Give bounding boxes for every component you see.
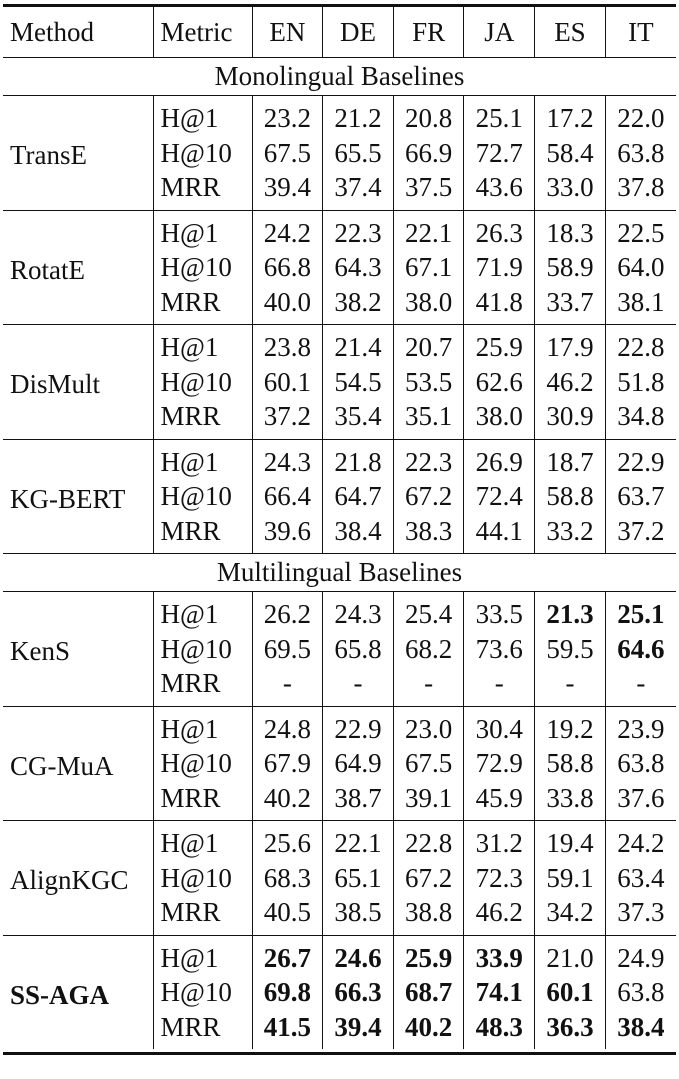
value-ja: 33.9: [464, 935, 535, 975]
value-fr: 38.8: [393, 895, 464, 935]
value-fr: 67.2: [393, 861, 464, 896]
value-it: 37.6: [605, 781, 676, 821]
value-ja: 45.9: [464, 781, 535, 821]
metric-name: H@10: [153, 975, 252, 1010]
value-it: 63.8: [605, 746, 676, 781]
value-fr: 20.8: [393, 96, 464, 136]
metric-name: H@10: [153, 250, 252, 285]
section-header-row: [3, 58, 676, 96]
value-ja: 72.7: [464, 136, 535, 171]
value-en: 23.2: [252, 96, 323, 136]
value-de: 38.7: [323, 781, 394, 821]
value-ja: 31.2: [464, 821, 535, 861]
metric-name: H@10: [153, 632, 252, 667]
value-fr: 67.1: [393, 250, 464, 285]
method-name: CG-MuA: [3, 706, 153, 821]
section-header-row: [3, 554, 676, 592]
table-row: [3, 592, 676, 632]
value-en: 60.1: [252, 365, 323, 400]
value-en: 40.0: [252, 285, 323, 325]
method-name: AlignKGC: [3, 821, 153, 936]
bottom-rule: [3, 1052, 676, 1055]
value-ja: 74.1: [464, 975, 535, 1010]
value-it: 64.0: [605, 250, 676, 285]
metric-name: H@10: [153, 746, 252, 781]
value-de: 65.8: [323, 632, 394, 667]
value-en: 24.3: [252, 439, 323, 479]
metric-name: MRR: [153, 170, 252, 210]
value-en: 26.7: [252, 935, 323, 975]
value-fr: 68.2: [393, 632, 464, 667]
value-ja: 48.3: [464, 1010, 535, 1050]
value-de: 38.4: [323, 514, 394, 554]
method-name: DisMult: [3, 325, 153, 440]
value-ja: 30.4: [464, 706, 535, 746]
metric-name: H@10: [153, 479, 252, 514]
value-de: 21.8: [323, 439, 394, 479]
value-de: -: [323, 666, 394, 706]
value-ja: 72.3: [464, 861, 535, 896]
value-fr: 25.9: [393, 935, 464, 975]
value-en: 39.6: [252, 514, 323, 554]
value-en: 66.8: [252, 250, 323, 285]
header-en: EN: [252, 7, 323, 58]
method-name: SS-AGA: [3, 935, 153, 1049]
value-es: -: [535, 666, 606, 706]
value-de: 38.5: [323, 895, 394, 935]
value-it: 63.8: [605, 136, 676, 171]
value-it: 22.8: [605, 325, 676, 365]
metric-name: H@1: [153, 96, 252, 136]
value-en: 39.4: [252, 170, 323, 210]
header-fr: FR: [393, 7, 464, 58]
value-ja: 44.1: [464, 514, 535, 554]
value-en: 26.2: [252, 592, 323, 632]
value-en: 66.4: [252, 479, 323, 514]
method-name: TransE: [3, 96, 153, 211]
value-ja: 26.3: [464, 210, 535, 250]
value-es: 34.2: [535, 895, 606, 935]
value-de: 35.4: [323, 399, 394, 439]
metric-name: H@10: [153, 136, 252, 171]
value-fr: 35.1: [393, 399, 464, 439]
value-ja: 25.1: [464, 96, 535, 136]
value-ja: 38.0: [464, 399, 535, 439]
value-fr: 25.4: [393, 592, 464, 632]
value-ja: 72.4: [464, 479, 535, 514]
value-ja: 73.6: [464, 632, 535, 667]
value-de: 24.3: [323, 592, 394, 632]
metric-name: MRR: [153, 666, 252, 706]
value-de: 22.3: [323, 210, 394, 250]
value-it: -: [605, 666, 676, 706]
header-method: Method: [10, 17, 94, 47]
value-ja: 26.9: [464, 439, 535, 479]
value-de: 66.3: [323, 975, 394, 1010]
metric-name: H@1: [153, 439, 252, 479]
value-en: 68.3: [252, 861, 323, 896]
value-fr: 39.1: [393, 781, 464, 821]
value-en: 69.8: [252, 975, 323, 1010]
value-it: 63.7: [605, 479, 676, 514]
value-it: 24.9: [605, 935, 676, 975]
results-table-container: [3, 4, 676, 1055]
method-name: KG-BERT: [3, 439, 153, 554]
metric-name: MRR: [153, 399, 252, 439]
value-it: 22.5: [605, 210, 676, 250]
metric-name: H@1: [153, 821, 252, 861]
value-de: 21.2: [323, 96, 394, 136]
value-de: 22.9: [323, 706, 394, 746]
method-name: RotatE: [3, 210, 153, 325]
value-de: 21.4: [323, 325, 394, 365]
value-es: 60.1: [535, 975, 606, 1010]
value-fr: 38.0: [393, 285, 464, 325]
value-ja: 33.5: [464, 592, 535, 632]
value-en: 69.5: [252, 632, 323, 667]
value-en: 40.5: [252, 895, 323, 935]
value-it: 37.3: [605, 895, 676, 935]
value-it: 23.9: [605, 706, 676, 746]
value-ja: 71.9: [464, 250, 535, 285]
value-de: 24.6: [323, 935, 394, 975]
metric-name: MRR: [153, 285, 252, 325]
value-en: 24.8: [252, 706, 323, 746]
value-es: 33.7: [535, 285, 606, 325]
metric-name: H@1: [153, 935, 252, 975]
table-row: [3, 210, 676, 250]
value-de: 22.1: [323, 821, 394, 861]
value-it: 64.6: [605, 632, 676, 667]
value-en: 40.2: [252, 781, 323, 821]
value-es: 58.8: [535, 746, 606, 781]
table-row: [3, 821, 676, 861]
value-es: 59.5: [535, 632, 606, 667]
value-it: 25.1: [605, 592, 676, 632]
results-table: [3, 7, 676, 1049]
value-it: 22.9: [605, 439, 676, 479]
value-de: 38.2: [323, 285, 394, 325]
value-es: 17.9: [535, 325, 606, 365]
value-es: 58.4: [535, 136, 606, 171]
value-ja: 62.6: [464, 365, 535, 400]
value-es: 59.1: [535, 861, 606, 896]
value-fr: 23.0: [393, 706, 464, 746]
value-ja: 25.9: [464, 325, 535, 365]
table-row: [3, 325, 676, 365]
value-de: 65.1: [323, 861, 394, 896]
value-it: 51.8: [605, 365, 676, 400]
metric-name: H@1: [153, 706, 252, 746]
value-es: 36.3: [535, 1010, 606, 1050]
value-es: 19.2: [535, 706, 606, 746]
metric-name: MRR: [153, 514, 252, 554]
value-fr: 37.5: [393, 170, 464, 210]
value-en: 24.2: [252, 210, 323, 250]
value-ja: 43.6: [464, 170, 535, 210]
metric-name: H@1: [153, 210, 252, 250]
value-es: 33.8: [535, 781, 606, 821]
value-es: 17.2: [535, 96, 606, 136]
value-it: 22.0: [605, 96, 676, 136]
section-title: Multilingual Baselines: [3, 554, 676, 592]
value-fr: 20.7: [393, 325, 464, 365]
value-es: 18.3: [535, 210, 606, 250]
metric-name: H@10: [153, 365, 252, 400]
value-fr: 68.7: [393, 975, 464, 1010]
value-es: 33.2: [535, 514, 606, 554]
value-fr: 40.2: [393, 1010, 464, 1050]
value-fr: 22.1: [393, 210, 464, 250]
metric-name: MRR: [153, 781, 252, 821]
value-es: 30.9: [535, 399, 606, 439]
value-it: 37.2: [605, 514, 676, 554]
value-en: 41.5: [252, 1010, 323, 1050]
metric-name: MRR: [153, 895, 252, 935]
table-row: [3, 706, 676, 746]
value-ja: 41.8: [464, 285, 535, 325]
value-fr: -: [393, 666, 464, 706]
value-it: 63.4: [605, 861, 676, 896]
value-en: 67.5: [252, 136, 323, 171]
value-fr: 38.3: [393, 514, 464, 554]
value-es: 21.0: [535, 935, 606, 975]
header-metric: Metric: [153, 7, 252, 58]
value-ja: 46.2: [464, 895, 535, 935]
value-en: -: [252, 666, 323, 706]
value-de: 39.4: [323, 1010, 394, 1050]
header-it: IT: [605, 7, 676, 58]
value-fr: 22.8: [393, 821, 464, 861]
value-it: 38.1: [605, 285, 676, 325]
metric-name: H@1: [153, 325, 252, 365]
header-ja: JA: [464, 7, 535, 58]
value-en: 37.2: [252, 399, 323, 439]
value-fr: 53.5: [393, 365, 464, 400]
value-de: 54.5: [323, 365, 394, 400]
value-en: 25.6: [252, 821, 323, 861]
value-ja: -: [464, 666, 535, 706]
header-row: [3, 7, 676, 58]
header-de: DE: [323, 7, 394, 58]
value-es: 58.8: [535, 479, 606, 514]
metric-name: H@10: [153, 861, 252, 896]
table-row: [3, 935, 676, 975]
value-es: 46.2: [535, 365, 606, 400]
section-title: Monolingual Baselines: [3, 58, 676, 96]
value-fr: 22.3: [393, 439, 464, 479]
value-es: 58.9: [535, 250, 606, 285]
value-de: 64.9: [323, 746, 394, 781]
value-de: 65.5: [323, 136, 394, 171]
value-it: 38.4: [605, 1010, 676, 1050]
header-es: ES: [535, 7, 606, 58]
value-de: 37.4: [323, 170, 394, 210]
value-it: 24.2: [605, 821, 676, 861]
value-es: 18.7: [535, 439, 606, 479]
value-fr: 66.9: [393, 136, 464, 171]
metric-name: H@1: [153, 592, 252, 632]
value-es: 21.3: [535, 592, 606, 632]
value-fr: 67.5: [393, 746, 464, 781]
value-it: 37.8: [605, 170, 676, 210]
value-de: 64.7: [323, 479, 394, 514]
value-fr: 67.2: [393, 479, 464, 514]
metric-name: MRR: [153, 1010, 252, 1050]
table-row: [3, 96, 676, 136]
method-name: KenS: [3, 592, 153, 707]
value-de: 64.3: [323, 250, 394, 285]
value-en: 67.9: [252, 746, 323, 781]
value-en: 23.8: [252, 325, 323, 365]
value-es: 33.0: [535, 170, 606, 210]
value-ja: 72.9: [464, 746, 535, 781]
value-es: 19.4: [535, 821, 606, 861]
value-it: 34.8: [605, 399, 676, 439]
table-row: [3, 439, 676, 479]
value-it: 63.8: [605, 975, 676, 1010]
